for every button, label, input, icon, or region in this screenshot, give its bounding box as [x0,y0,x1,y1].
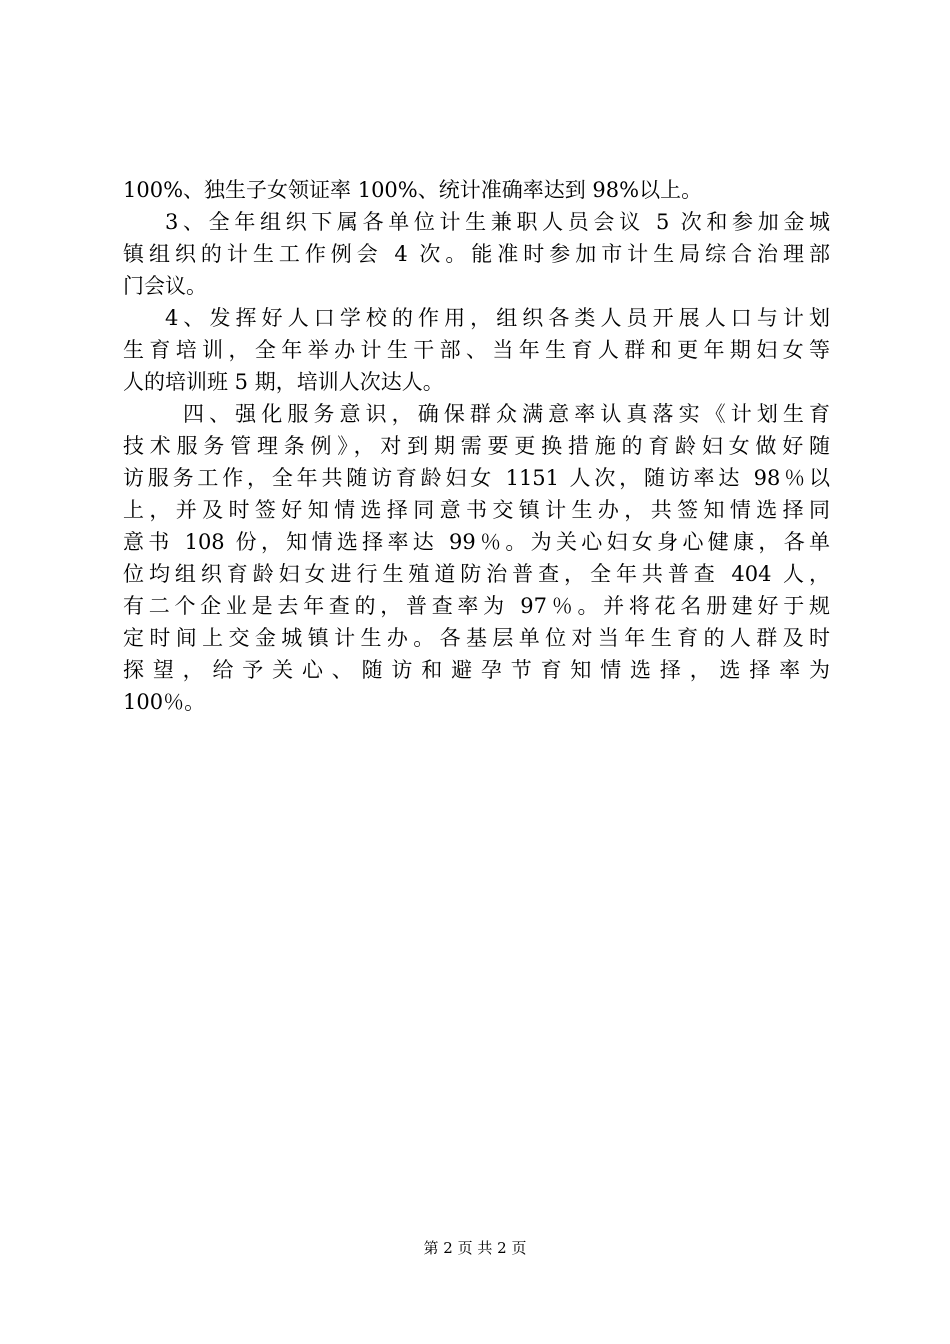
text-line: 100％。 [123,690,206,714]
text-line: 定时间上交金城镇计生办。各基层单位对当年生育的人群及时 [123,626,830,650]
text-line: 四、强化服务意识，确保群众满意率认真落实《计划生育 [183,402,830,426]
text-line: 有二个企业是去年查的，普查率为 97％。并将花名册建好于规 [123,594,830,618]
text-line: 4、发挥好人口学校的作用，组织各类人员开展人口与计划 [165,306,830,330]
text-line: 探望，给予关心、随访和避孕节育知情选择，选择率为 [123,658,830,682]
text-line: 门会议。 [123,274,207,298]
text-line: 人的培训班 5 期，培训人次达人。 [123,370,444,394]
text-line: 100%、独生子女领证率 100%、统计准确率达到 98%以上。 [123,178,703,202]
text-line: 3、全年组织下属各单位计生兼职人员会议 5 次和参加金城 [165,210,830,234]
text-line: 生育培训，全年举办计生干部、当年生育人群和更年期妇女等 [123,338,830,362]
text-line: 技术服务管理条例》，对到期需要更换措施的育龄妇女做好随 [123,434,830,458]
text-line: 镇组织的计生工作例会 4 次。能准时参加市计生局综合治理部 [123,242,830,266]
document-body [123,174,830,718]
text-line: 上，并及时签好知情选择同意书交镇计生办，共签知情选择同 [123,498,830,522]
page-footer: 第 2 页 共 2 页 [423,1239,527,1257]
text-line: 位均组织育龄妇女进行生殖道防治普查，全年共普查 404 人， [123,562,830,586]
text-line: 访服务工作，全年共随访育龄妇女 1151 人次，随访率达 98％以 [123,466,830,490]
text-line: 意书 108 份，知情选择率达 99％。为关心妇女身心健康，各单 [123,530,830,554]
